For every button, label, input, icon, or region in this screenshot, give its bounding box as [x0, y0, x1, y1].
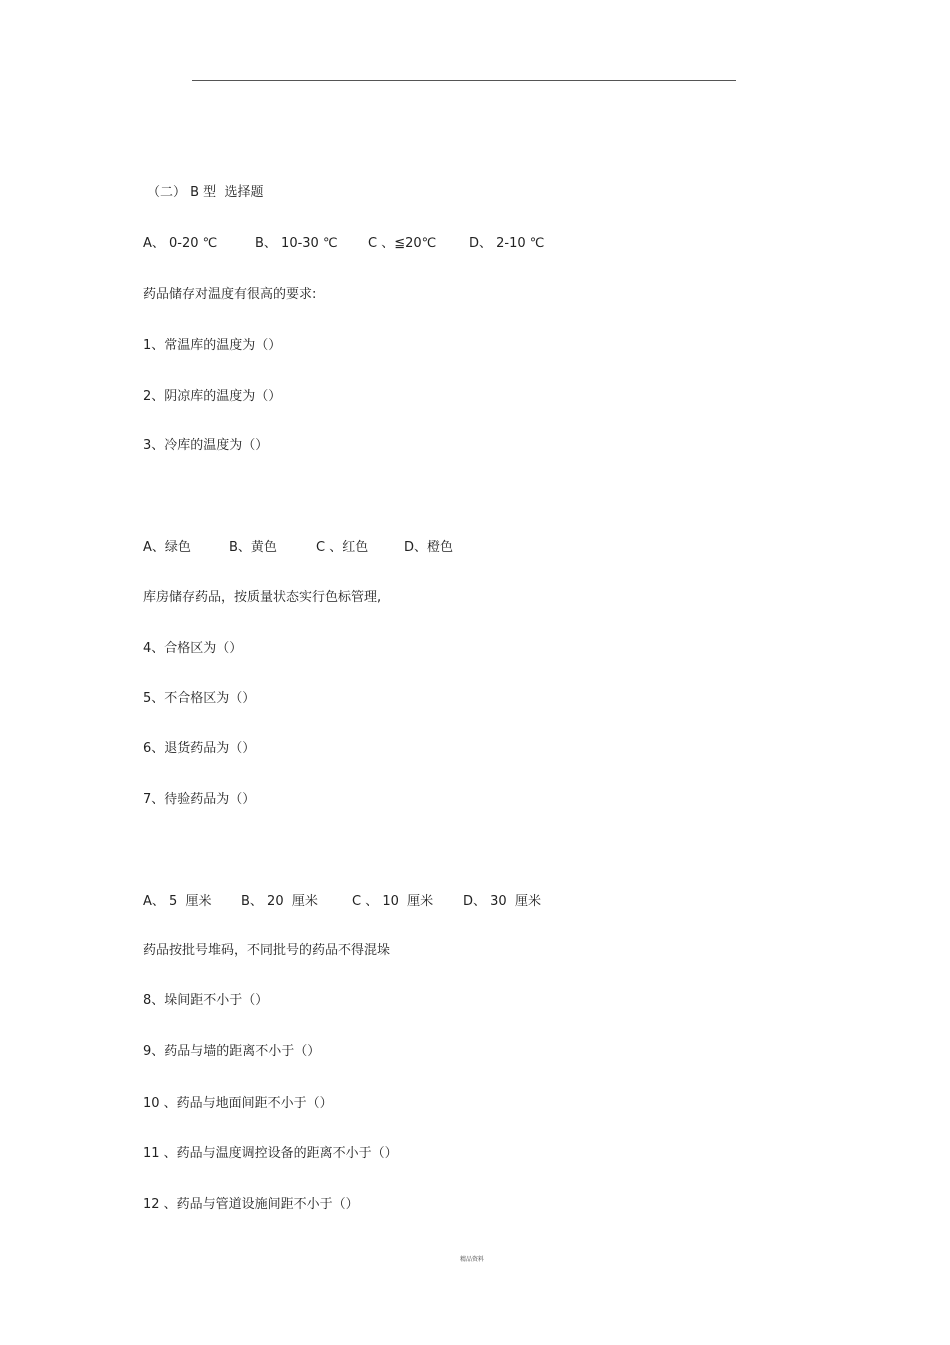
option-b: B、黄色	[229, 540, 277, 555]
section-title: （二） B 型 选择题	[147, 185, 264, 200]
option-d: D、 30 厘米	[463, 894, 541, 909]
option-b: B、 10-30 ℃	[255, 236, 338, 251]
question-10: 10 、药品与地面间距不小于（）	[143, 1096, 333, 1111]
option-c: C 、≦20℃	[368, 236, 437, 251]
option-a: A、绿色	[143, 540, 191, 555]
question-7: 7、待验药品为（）	[143, 792, 256, 807]
question-12: 12 、药品与管道设施间距不小于（）	[143, 1197, 359, 1212]
question-3: 3、冷库的温度为（）	[143, 438, 269, 453]
option-c: C 、红色	[316, 540, 369, 555]
option-b: B、 20 厘米	[241, 894, 318, 909]
question-stem-2: 库房储存药品，按质量状态实行色标管理,	[143, 590, 382, 605]
page-footer: 精品资料	[460, 1256, 485, 1263]
question-stem-1: 药品储存对温度有很高的要求:	[143, 287, 317, 302]
header-rule	[192, 80, 736, 81]
option-a: A、 0-20 ℃	[143, 236, 218, 251]
question-stem-3: 药品按批号堆码，不同批号的药品不得混垛	[143, 943, 391, 958]
question-6: 6、退货药品为（）	[143, 741, 256, 756]
question-8: 8、垛间距不小于（）	[143, 993, 269, 1008]
question-5: 5、不合格区为（）	[143, 691, 256, 706]
option-c: C 、 10 厘米	[352, 894, 434, 909]
question-2: 2、阴凉库的温度为（）	[143, 389, 282, 404]
option-d: D、橙色	[404, 540, 454, 555]
option-d: D、 2-10 ℃	[469, 236, 545, 251]
option-a: A、 5 厘米	[143, 894, 212, 909]
question-1: 1、常温库的温度为（）	[143, 338, 282, 353]
question-11: 11 、药品与温度调控设备的距离不小于（）	[143, 1146, 398, 1161]
question-9: 9、药品与墙的距离不小于（）	[143, 1044, 321, 1059]
question-4: 4、合格区为（）	[143, 641, 243, 656]
